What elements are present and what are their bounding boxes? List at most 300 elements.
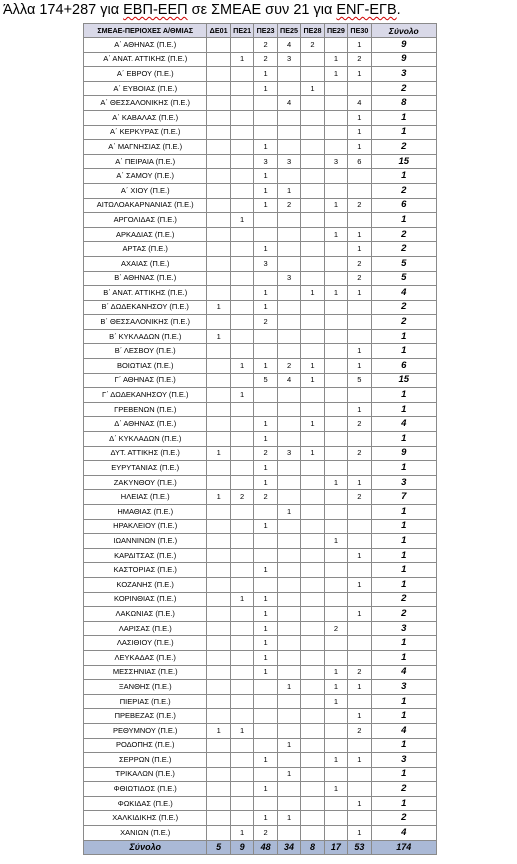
cell-total: 9 bbox=[371, 446, 436, 461]
cell-pe21 bbox=[230, 607, 253, 622]
cell-pe23 bbox=[254, 125, 277, 140]
cell-de01 bbox=[207, 680, 230, 695]
cell-pe29 bbox=[324, 315, 347, 330]
table-row bbox=[84, 461, 437, 476]
cell-pe30: 1 bbox=[348, 38, 371, 53]
cell-de01 bbox=[207, 227, 230, 242]
vacancies-table bbox=[83, 23, 437, 855]
cell-pe21 bbox=[230, 417, 253, 432]
cell-pe25 bbox=[277, 636, 300, 651]
cell-pe23 bbox=[254, 213, 277, 228]
cell-region: ΑΡΓΟΛΙΔΑΣ (Π.Ε.) bbox=[84, 213, 207, 228]
cell-region: Β΄ ΑΘΗΝΑΣ (Π.Ε.) bbox=[84, 271, 207, 286]
cell-pe30 bbox=[348, 782, 371, 797]
cell-pe21 bbox=[230, 519, 253, 534]
cell-pe28 bbox=[301, 461, 324, 476]
header-pe25: ΠΕ25 bbox=[277, 24, 300, 38]
cell-pe30 bbox=[348, 461, 371, 476]
cell-pe23 bbox=[254, 110, 277, 125]
cell-region: ΡΟΔΟΠΗΣ (Π.Ε.) bbox=[84, 738, 207, 753]
cell-pe23: 1 bbox=[254, 140, 277, 155]
cell-de01 bbox=[207, 256, 230, 271]
cell-de01 bbox=[207, 694, 230, 709]
cell-pe23: 1 bbox=[254, 432, 277, 447]
cell-de01 bbox=[207, 38, 230, 53]
cell-pe28 bbox=[301, 694, 324, 709]
cell-pe23: 1 bbox=[254, 198, 277, 213]
cell-de01 bbox=[207, 271, 230, 286]
cell-pe28 bbox=[301, 242, 324, 257]
cell-pe21 bbox=[230, 505, 253, 520]
cell-pe23 bbox=[254, 402, 277, 417]
cell-pe23 bbox=[254, 505, 277, 520]
cell-total: 5 bbox=[371, 271, 436, 286]
cell-pe28 bbox=[301, 796, 324, 811]
cell-pe25 bbox=[277, 402, 300, 417]
cell-pe28 bbox=[301, 125, 324, 140]
cell-region: ΗΛΕΙΑΣ (Π.Ε.) bbox=[84, 490, 207, 505]
cell-pe29: 1 bbox=[324, 286, 347, 301]
cell-pe30: 1 bbox=[348, 227, 371, 242]
table-row bbox=[84, 519, 437, 534]
cell-pe28 bbox=[301, 271, 324, 286]
cell-pe29 bbox=[324, 256, 347, 271]
cell-total: 15 bbox=[371, 373, 436, 388]
cell-region: ΦΘΙΩΤΙΔΟΣ (Π.Ε.) bbox=[84, 782, 207, 797]
cell-pe28 bbox=[301, 432, 324, 447]
cell-pe23: 1 bbox=[254, 461, 277, 476]
cell-pe25 bbox=[277, 694, 300, 709]
cell-pe23 bbox=[254, 723, 277, 738]
cell-pe29 bbox=[324, 563, 347, 578]
cell-pe23 bbox=[254, 271, 277, 286]
cell-pe25 bbox=[277, 169, 300, 184]
cell-pe30: 1 bbox=[348, 286, 371, 301]
table-row bbox=[84, 140, 437, 155]
cell-pe30: 2 bbox=[348, 446, 371, 461]
table-row bbox=[84, 548, 437, 563]
cell-pe25 bbox=[277, 256, 300, 271]
cell-total: 2 bbox=[371, 227, 436, 242]
table-row bbox=[84, 67, 437, 82]
cell-region: Β΄ ΛΕΣΒΟΥ (Π.Ε.) bbox=[84, 344, 207, 359]
cell-total: 1 bbox=[371, 548, 436, 563]
cell-total: 3 bbox=[371, 67, 436, 82]
cell-pe25 bbox=[277, 621, 300, 636]
cell-total: 15 bbox=[371, 154, 436, 169]
header-region: ΣΜΕΑΕ-ΠΕΡΙΟΧΕΣ Α/ΘΜΙΑΣ bbox=[84, 24, 207, 38]
cell-pe23 bbox=[254, 738, 277, 753]
cell-total: 1 bbox=[371, 709, 436, 724]
cell-pe21 bbox=[230, 534, 253, 549]
header-de01: ΔΕ01 bbox=[207, 24, 230, 38]
cell-total: 8 bbox=[371, 96, 436, 111]
table-row bbox=[84, 286, 437, 301]
cell-pe30: 2 bbox=[348, 665, 371, 680]
table-row bbox=[84, 767, 437, 782]
cell-pe21 bbox=[230, 650, 253, 665]
table-row bbox=[84, 592, 437, 607]
cell-pe23: 2 bbox=[254, 490, 277, 505]
cell-total: 5 bbox=[371, 256, 436, 271]
cell-pe21 bbox=[230, 315, 253, 330]
cell-region: Γ΄ ΔΩΔΕΚΑΝΗΣΟΥ (Π.Ε.) bbox=[84, 388, 207, 403]
cell-total: 4 bbox=[371, 286, 436, 301]
cell-de01 bbox=[207, 110, 230, 125]
cell-pe29 bbox=[324, 242, 347, 257]
title-term-1: ΕΒΠ-ΕΕΠ bbox=[123, 2, 188, 18]
cell-pe30 bbox=[348, 694, 371, 709]
cell-pe21 bbox=[230, 548, 253, 563]
cell-de01: 1 bbox=[207, 490, 230, 505]
cell-total: 2 bbox=[371, 315, 436, 330]
cell-pe29 bbox=[324, 373, 347, 388]
cell-pe23 bbox=[254, 329, 277, 344]
cell-total: 1 bbox=[371, 402, 436, 417]
cell-pe29 bbox=[324, 490, 347, 505]
cell-pe28 bbox=[301, 621, 324, 636]
table-row bbox=[84, 300, 437, 315]
cell-pe21 bbox=[230, 286, 253, 301]
cell-region: Β΄ ΑΝΑΤ. ΑΤΤΙΚΗΣ (Π.Ε.) bbox=[84, 286, 207, 301]
cell-de01 bbox=[207, 534, 230, 549]
cell-pe30: 1 bbox=[348, 796, 371, 811]
footer-pe30: 53 bbox=[348, 840, 371, 854]
cell-region: Β΄ ΘΕΣΣΑΛΟΝΙΚΗΣ (Π.Ε.) bbox=[84, 315, 207, 330]
cell-pe29 bbox=[324, 38, 347, 53]
cell-pe30: 2 bbox=[348, 271, 371, 286]
cell-pe29 bbox=[324, 723, 347, 738]
table-row bbox=[84, 256, 437, 271]
cell-pe21 bbox=[230, 38, 253, 53]
cell-region: ΓΡΕΒΕΝΩΝ (Π.Ε.) bbox=[84, 402, 207, 417]
cell-pe29 bbox=[324, 650, 347, 665]
cell-de01: 1 bbox=[207, 300, 230, 315]
table-row bbox=[84, 198, 437, 213]
cell-region: ΚΑΣΤΟΡΙΑΣ (Π.Ε.) bbox=[84, 563, 207, 578]
cell-region: ΡΕΘΥΜΝΟΥ (Π.Ε.) bbox=[84, 723, 207, 738]
cell-pe21 bbox=[230, 271, 253, 286]
cell-pe29: 1 bbox=[324, 694, 347, 709]
cell-region: ΠΙΕΡΙΑΣ (Π.Ε.) bbox=[84, 694, 207, 709]
cell-de01 bbox=[207, 505, 230, 520]
cell-pe25: 3 bbox=[277, 446, 300, 461]
cell-pe21 bbox=[230, 738, 253, 753]
table-row bbox=[84, 38, 437, 53]
cell-pe29 bbox=[324, 461, 347, 476]
cell-pe28 bbox=[301, 213, 324, 228]
cell-pe23 bbox=[254, 767, 277, 782]
table-row bbox=[84, 110, 437, 125]
header-pe29: ΠΕ29 bbox=[324, 24, 347, 38]
cell-pe25 bbox=[277, 519, 300, 534]
cell-pe30 bbox=[348, 213, 371, 228]
cell-pe25 bbox=[277, 388, 300, 403]
cell-pe30 bbox=[348, 534, 371, 549]
cell-pe21 bbox=[230, 753, 253, 768]
cell-total: 2 bbox=[371, 81, 436, 96]
cell-pe23 bbox=[254, 227, 277, 242]
cell-pe21 bbox=[230, 796, 253, 811]
cell-pe29: 1 bbox=[324, 680, 347, 695]
cell-pe23: 2 bbox=[254, 52, 277, 67]
cell-pe25 bbox=[277, 315, 300, 330]
cell-pe28 bbox=[301, 52, 324, 67]
footer-label: Σύνολο bbox=[84, 840, 207, 854]
cell-pe30: 2 bbox=[348, 256, 371, 271]
cell-pe21 bbox=[230, 636, 253, 651]
cell-de01 bbox=[207, 826, 230, 841]
cell-region: Α΄ ΧΙΟΥ (Π.Ε.) bbox=[84, 183, 207, 198]
cell-region: ΠΡΕΒΕΖΑΣ (Π.Ε.) bbox=[84, 709, 207, 724]
cell-pe30: 1 bbox=[348, 140, 371, 155]
title-term-2: ΕΝΓ-ΕΓΒ bbox=[336, 2, 397, 18]
cell-region: ΒΟΙΩΤΙΑΣ (Π.Ε.) bbox=[84, 359, 207, 374]
cell-pe23: 1 bbox=[254, 359, 277, 374]
cell-total: 2 bbox=[371, 183, 436, 198]
cell-pe30 bbox=[348, 636, 371, 651]
cell-pe30: 1 bbox=[348, 753, 371, 768]
cell-pe30 bbox=[348, 388, 371, 403]
cell-pe23: 1 bbox=[254, 67, 277, 82]
cell-region: Α΄ ΑΝΑΤ. ΑΤΤΙΚΗΣ (Π.Ε.) bbox=[84, 52, 207, 67]
cell-pe23: 1 bbox=[254, 782, 277, 797]
cell-de01 bbox=[207, 169, 230, 184]
footer-pe21: 9 bbox=[230, 840, 253, 854]
cell-pe30 bbox=[348, 329, 371, 344]
cell-pe21 bbox=[230, 67, 253, 82]
cell-pe29 bbox=[324, 577, 347, 592]
footer-pe23: 48 bbox=[254, 840, 277, 854]
cell-de01 bbox=[207, 154, 230, 169]
cell-region: ΞΑΝΘΗΣ (Π.Ε.) bbox=[84, 680, 207, 695]
cell-de01 bbox=[207, 738, 230, 753]
table-row bbox=[84, 621, 437, 636]
table-row bbox=[84, 432, 437, 447]
cell-pe25 bbox=[277, 709, 300, 724]
cell-de01 bbox=[207, 402, 230, 417]
cell-pe23: 1 bbox=[254, 519, 277, 534]
cell-region: Α΄ ΚΕΡΚΥΡΑΣ (Π.Ε.) bbox=[84, 125, 207, 140]
cell-pe21 bbox=[230, 373, 253, 388]
cell-pe28 bbox=[301, 592, 324, 607]
cell-pe29 bbox=[324, 607, 347, 622]
cell-de01 bbox=[207, 782, 230, 797]
cell-pe21: 1 bbox=[230, 359, 253, 374]
table-row bbox=[84, 81, 437, 96]
table-row bbox=[84, 490, 437, 505]
cell-pe28 bbox=[301, 782, 324, 797]
cell-pe28 bbox=[301, 388, 324, 403]
cell-pe30: 1 bbox=[348, 359, 371, 374]
cell-pe21 bbox=[230, 96, 253, 111]
cell-pe28 bbox=[301, 140, 324, 155]
cell-pe21 bbox=[230, 300, 253, 315]
cell-pe25: 4 bbox=[277, 373, 300, 388]
cell-region: ΕΥΡΥΤΑΝΙΑΣ (Π.Ε.) bbox=[84, 461, 207, 476]
cell-de01 bbox=[207, 140, 230, 155]
cell-pe28 bbox=[301, 329, 324, 344]
cell-pe28 bbox=[301, 767, 324, 782]
cell-pe23: 1 bbox=[254, 636, 277, 651]
cell-pe25: 1 bbox=[277, 811, 300, 826]
cell-pe21 bbox=[230, 811, 253, 826]
cell-region: Δ΄ ΚΥΚΛΑΔΩΝ (Π.Ε.) bbox=[84, 432, 207, 447]
cell-pe29 bbox=[324, 110, 347, 125]
cell-pe30: 1 bbox=[348, 67, 371, 82]
cell-pe23: 1 bbox=[254, 300, 277, 315]
cell-pe25 bbox=[277, 490, 300, 505]
table-row bbox=[84, 169, 437, 184]
cell-pe29 bbox=[324, 446, 347, 461]
cell-pe23: 1 bbox=[254, 621, 277, 636]
cell-pe23: 3 bbox=[254, 154, 277, 169]
table-header-row bbox=[84, 24, 437, 38]
cell-pe28: 2 bbox=[301, 38, 324, 53]
cell-pe28 bbox=[301, 505, 324, 520]
cell-pe29: 1 bbox=[324, 227, 347, 242]
table-row bbox=[84, 96, 437, 111]
footer-de01: 5 bbox=[207, 840, 230, 854]
cell-de01 bbox=[207, 198, 230, 213]
cell-pe25: 1 bbox=[277, 183, 300, 198]
cell-pe30 bbox=[348, 519, 371, 534]
table-row bbox=[84, 359, 437, 374]
cell-pe30: 1 bbox=[348, 607, 371, 622]
cell-pe30: 6 bbox=[348, 154, 371, 169]
cell-pe28 bbox=[301, 300, 324, 315]
cell-pe23: 1 bbox=[254, 81, 277, 96]
table-row bbox=[84, 534, 437, 549]
cell-pe21 bbox=[230, 709, 253, 724]
cell-pe23: 1 bbox=[254, 475, 277, 490]
table-row bbox=[84, 709, 437, 724]
cell-pe28 bbox=[301, 811, 324, 826]
cell-pe28 bbox=[301, 650, 324, 665]
cell-pe28 bbox=[301, 475, 324, 490]
cell-total: 3 bbox=[371, 680, 436, 695]
cell-pe23: 1 bbox=[254, 592, 277, 607]
cell-pe25: 1 bbox=[277, 738, 300, 753]
cell-region: Α΄ ΘΕΣΣΑΛΟΝΙΚΗΣ (Π.Ε.) bbox=[84, 96, 207, 111]
cell-pe28: 1 bbox=[301, 373, 324, 388]
cell-pe29: 1 bbox=[324, 52, 347, 67]
cell-pe25 bbox=[277, 242, 300, 257]
cell-region: ΗΡΑΚΛΕΙΟΥ (Π.Ε.) bbox=[84, 519, 207, 534]
cell-region: Α΄ ΕΥΒΟΙΑΣ (Π.Ε.) bbox=[84, 81, 207, 96]
cell-pe28: 1 bbox=[301, 286, 324, 301]
cell-region: ΣΕΡΡΩΝ (Π.Ε.) bbox=[84, 753, 207, 768]
cell-pe23: 1 bbox=[254, 753, 277, 768]
cell-total: 2 bbox=[371, 242, 436, 257]
cell-pe29: 1 bbox=[324, 198, 347, 213]
cell-pe25 bbox=[277, 796, 300, 811]
cell-pe30 bbox=[348, 592, 371, 607]
cell-pe28 bbox=[301, 315, 324, 330]
cell-pe30 bbox=[348, 650, 371, 665]
cell-pe29 bbox=[324, 402, 347, 417]
cell-pe29 bbox=[324, 213, 347, 228]
cell-pe25 bbox=[277, 723, 300, 738]
cell-pe25: 4 bbox=[277, 38, 300, 53]
table-row bbox=[84, 505, 437, 520]
cell-pe25 bbox=[277, 227, 300, 242]
cell-pe30: 1 bbox=[348, 125, 371, 140]
cell-pe29 bbox=[324, 709, 347, 724]
cell-pe25 bbox=[277, 475, 300, 490]
cell-pe21 bbox=[230, 329, 253, 344]
cell-total: 1 bbox=[371, 329, 436, 344]
cell-pe25 bbox=[277, 665, 300, 680]
footer-pe28: 8 bbox=[301, 840, 324, 854]
cell-total: 1 bbox=[371, 563, 436, 578]
cell-region: ΧΑΛΚΙΔΙΚΗΣ (Π.Ε.) bbox=[84, 811, 207, 826]
cell-pe23 bbox=[254, 548, 277, 563]
cell-pe29 bbox=[324, 140, 347, 155]
cell-pe21: 2 bbox=[230, 490, 253, 505]
cell-pe30 bbox=[348, 315, 371, 330]
cell-pe21 bbox=[230, 461, 253, 476]
cell-pe30: 2 bbox=[348, 198, 371, 213]
cell-pe21 bbox=[230, 198, 253, 213]
cell-pe25 bbox=[277, 329, 300, 344]
cell-total: 2 bbox=[371, 300, 436, 315]
cell-pe29: 3 bbox=[324, 154, 347, 169]
cell-pe23: 3 bbox=[254, 256, 277, 271]
cell-pe25 bbox=[277, 607, 300, 622]
cell-total: 3 bbox=[371, 753, 436, 768]
cell-pe21 bbox=[230, 169, 253, 184]
table-row bbox=[84, 826, 437, 841]
cell-region: ΗΜΑΘΙΑΣ (Π.Ε.) bbox=[84, 505, 207, 520]
cell-pe29 bbox=[324, 169, 347, 184]
cell-pe21 bbox=[230, 227, 253, 242]
table-row bbox=[84, 402, 437, 417]
cell-pe23: 2 bbox=[254, 826, 277, 841]
cell-pe28 bbox=[301, 67, 324, 82]
cell-pe23: 2 bbox=[254, 315, 277, 330]
cell-pe30: 1 bbox=[348, 475, 371, 490]
cell-total: 1 bbox=[371, 461, 436, 476]
table-row bbox=[84, 738, 437, 753]
cell-pe21 bbox=[230, 577, 253, 592]
cell-pe25: 1 bbox=[277, 505, 300, 520]
cell-de01 bbox=[207, 475, 230, 490]
cell-pe30: 2 bbox=[348, 723, 371, 738]
cell-pe29 bbox=[324, 300, 347, 315]
cell-de01 bbox=[207, 461, 230, 476]
cell-de01 bbox=[207, 67, 230, 82]
cell-pe30 bbox=[348, 432, 371, 447]
cell-pe21 bbox=[230, 475, 253, 490]
table-row bbox=[84, 475, 437, 490]
cell-region: Γ΄ ΑΘΗΝΑΣ (Π.Ε.) bbox=[84, 373, 207, 388]
cell-pe28 bbox=[301, 680, 324, 695]
cell-pe21 bbox=[230, 140, 253, 155]
cell-pe23 bbox=[254, 388, 277, 403]
cell-total: 1 bbox=[371, 505, 436, 520]
cell-region: Α΄ ΚΑΒΑΛΑΣ (Π.Ε.) bbox=[84, 110, 207, 125]
cell-pe25 bbox=[277, 300, 300, 315]
cell-pe29 bbox=[324, 125, 347, 140]
cell-de01 bbox=[207, 183, 230, 198]
cell-pe21 bbox=[230, 256, 253, 271]
cell-region: Α΄ ΠΕΙΡΑΙΑ (Π.Ε.) bbox=[84, 154, 207, 169]
cell-pe28: 1 bbox=[301, 359, 324, 374]
title-pre: Άλλα 174+287 για bbox=[3, 2, 124, 18]
cell-pe30 bbox=[348, 563, 371, 578]
cell-pe25 bbox=[277, 110, 300, 125]
